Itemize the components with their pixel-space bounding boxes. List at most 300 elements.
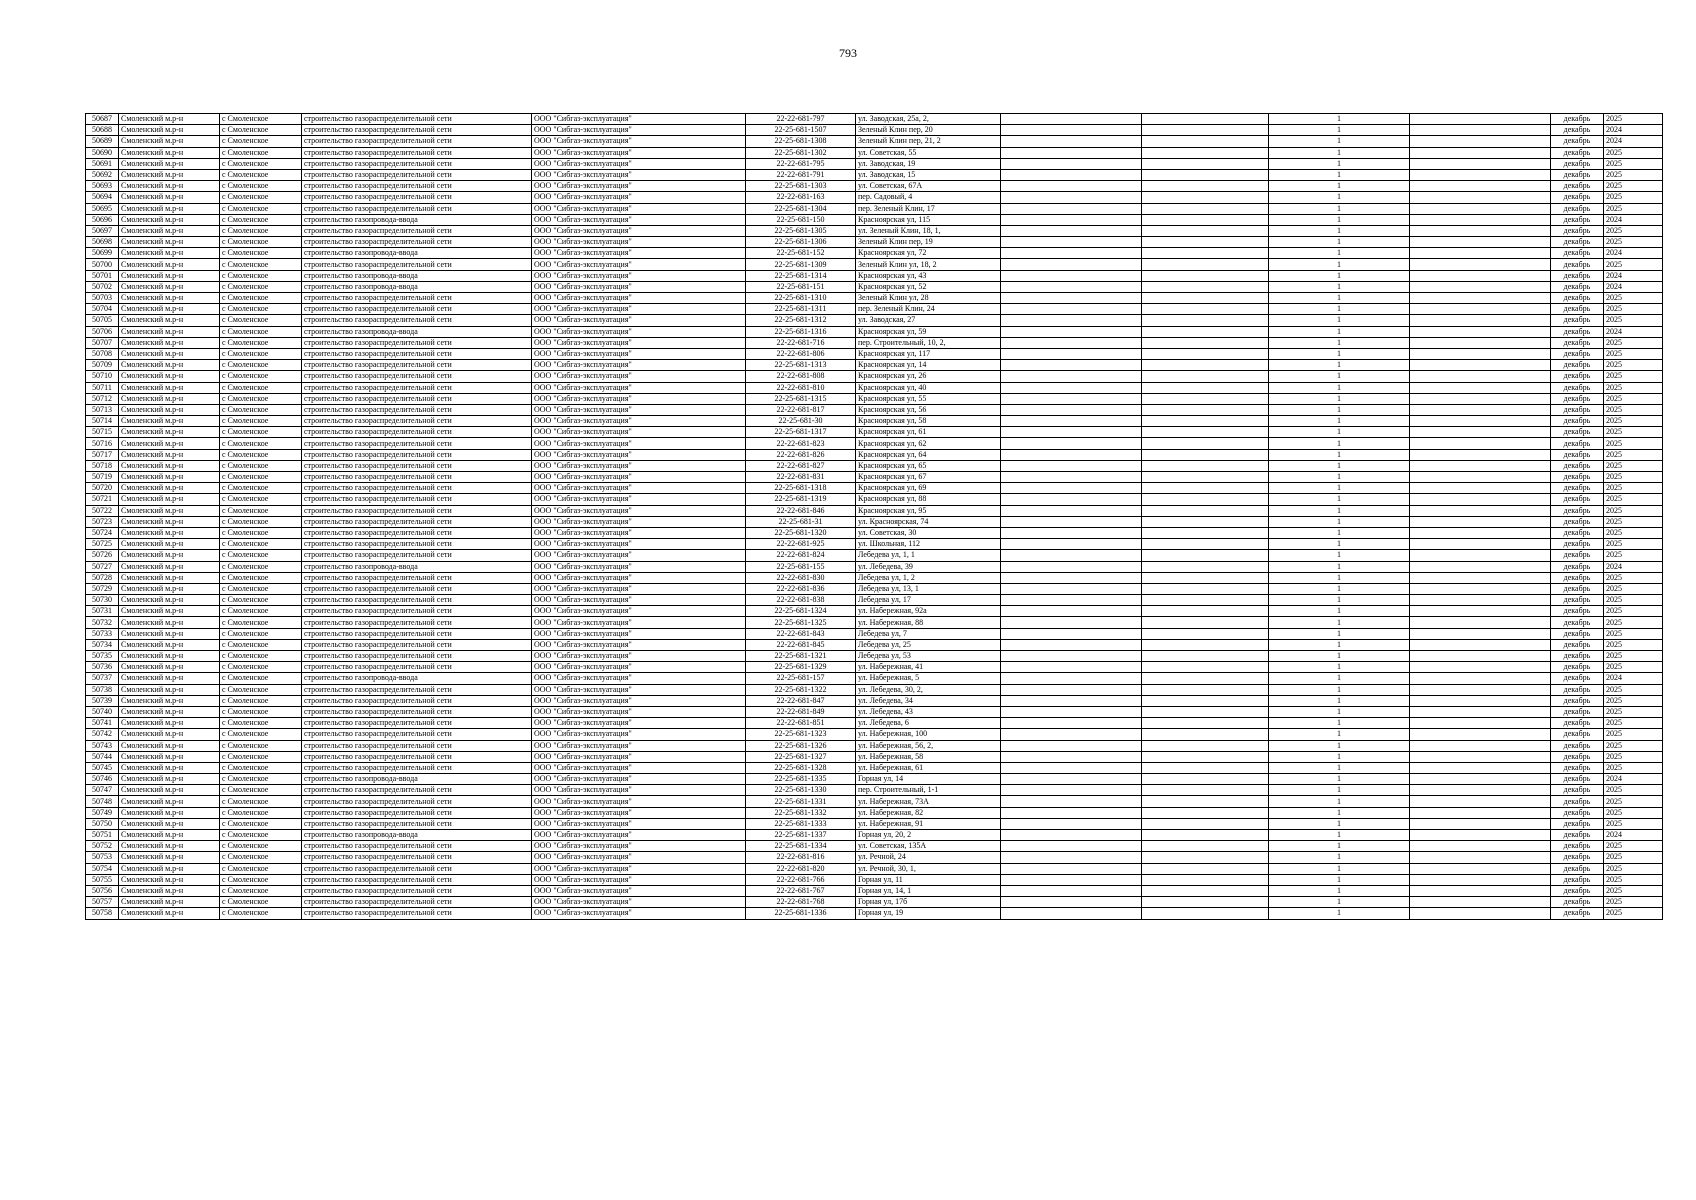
organization-name: ООО "Сибгаз-эксплуатация": [532, 852, 746, 863]
settlement-name: с Смоленское: [220, 583, 302, 594]
district-name: Смоленский м.р-н: [119, 651, 220, 662]
district-name: Смоленский м.р-н: [119, 785, 220, 796]
quantity: 1: [1269, 706, 1410, 717]
empty-cell: [1410, 281, 1551, 292]
settlement-name: с Смоленское: [220, 371, 302, 382]
table-row: [86, 762, 1663, 773]
completion-month: декабрь: [1551, 114, 1604, 125]
object-address: ул. Набережная, 5: [856, 673, 1001, 684]
empty-cell: [1001, 427, 1142, 438]
empty-cell: [1410, 416, 1551, 427]
empty-cell: [1410, 684, 1551, 695]
empty-cell: [1001, 382, 1142, 393]
quantity: 1: [1269, 114, 1410, 125]
object-address: Красноярская ул, 56: [856, 404, 1001, 415]
work-type: строительство газораспределительной сети: [302, 147, 532, 158]
completion-month: декабрь: [1551, 158, 1604, 169]
record-number: 50732: [86, 617, 119, 628]
page-number: 793: [839, 46, 857, 60]
table-row: [86, 337, 1663, 348]
record-number: 50722: [86, 505, 119, 516]
completion-year: 2025: [1604, 807, 1663, 818]
empty-cell: [1142, 404, 1269, 415]
completion-month: декабрь: [1551, 572, 1604, 583]
completion-month: декабрь: [1551, 785, 1604, 796]
table-row: [86, 516, 1663, 527]
quantity: 1: [1269, 270, 1410, 281]
completion-month: декабрь: [1551, 237, 1604, 248]
empty-cell: [1410, 505, 1551, 516]
quantity: 1: [1269, 158, 1410, 169]
settlement-name: с Смоленское: [220, 449, 302, 460]
table-row: [86, 740, 1663, 751]
object-address: Красноярская ул, 61: [856, 427, 1001, 438]
quantity: 1: [1269, 617, 1410, 628]
district-name: Смоленский м.р-н: [119, 606, 220, 617]
completion-year: 2024: [1604, 326, 1663, 337]
quantity: 1: [1269, 897, 1410, 908]
completion-month: декабрь: [1551, 192, 1604, 203]
table-row: [86, 259, 1663, 270]
work-type: строительство газораспределительной сети: [302, 158, 532, 169]
organization-name: ООО "Сибгаз-эксплуатация": [532, 136, 746, 147]
completion-month: декабрь: [1551, 248, 1604, 259]
completion-month: декабрь: [1551, 214, 1604, 225]
district-name: Смоленский м.р-н: [119, 438, 220, 449]
settlement-name: с Смоленское: [220, 382, 302, 393]
district-name: Смоленский м.р-н: [119, 796, 220, 807]
empty-cell: [1142, 192, 1269, 203]
completion-month: декабрь: [1551, 147, 1604, 158]
table-row: [86, 818, 1663, 829]
settlement-name: с Смоленское: [220, 483, 302, 494]
empty-cell: [1410, 181, 1551, 192]
quantity: 1: [1269, 125, 1410, 136]
organization-name: ООО "Сибгаз-эксплуатация": [532, 628, 746, 639]
completion-month: декабрь: [1551, 628, 1604, 639]
record-number: 50752: [86, 841, 119, 852]
object-address: Красноярская ул, 72: [856, 248, 1001, 259]
district-name: Смоленский м.р-н: [119, 897, 220, 908]
object-address: Красноярская ул, 58: [856, 416, 1001, 427]
completion-year: 2025: [1604, 863, 1663, 874]
object-address: ул. Набережная, 73А: [856, 796, 1001, 807]
empty-cell: [1142, 460, 1269, 471]
object-code: 22-22-681-767: [746, 885, 856, 896]
organization-name: ООО "Сибгаз-эксплуатация": [532, 639, 746, 650]
district-name: Смоленский м.р-н: [119, 695, 220, 706]
work-type: строительство газораспределительной сети: [302, 348, 532, 359]
settlement-name: с Смоленское: [220, 729, 302, 740]
object-address: ул. Зеленый Клин, 18, 1,: [856, 225, 1001, 236]
work-type: строительство газораспределительной сети: [302, 416, 532, 427]
settlement-name: с Смоленское: [220, 460, 302, 471]
object-address: Красноярская ул, 88: [856, 494, 1001, 505]
work-type: строительство газораспределительной сети: [302, 684, 532, 695]
object-address: ул. Набережная, 91: [856, 818, 1001, 829]
empty-cell: [1001, 606, 1142, 617]
district-name: Смоленский м.р-н: [119, 237, 220, 248]
object-code: 22-22-681-810: [746, 382, 856, 393]
table-row: [86, 371, 1663, 382]
completion-year: 2025: [1604, 908, 1663, 919]
empty-cell: [1142, 371, 1269, 382]
completion-month: декабрь: [1551, 527, 1604, 538]
empty-cell: [1410, 662, 1551, 673]
object-code: 22-25-681-1310: [746, 293, 856, 304]
organization-name: ООО "Сибгаз-эксплуатация": [532, 259, 746, 270]
object-code: 22-25-681-1507: [746, 125, 856, 136]
empty-cell: [1001, 662, 1142, 673]
object-code: 22-22-681-716: [746, 337, 856, 348]
organization-name: ООО "Сибгаз-эксплуатация": [532, 561, 746, 572]
completion-year: 2025: [1604, 304, 1663, 315]
record-number: 50689: [86, 136, 119, 147]
record-number: 50703: [86, 293, 119, 304]
record-number: 50715: [86, 427, 119, 438]
quantity: 1: [1269, 684, 1410, 695]
district-name: Смоленский м.р-н: [119, 203, 220, 214]
empty-cell: [1410, 762, 1551, 773]
object-address: пер. Зеленый Клин, 24: [856, 304, 1001, 315]
empty-cell: [1410, 874, 1551, 885]
quantity: 1: [1269, 371, 1410, 382]
district-name: Смоленский м.р-н: [119, 315, 220, 326]
empty-cell: [1142, 516, 1269, 527]
work-type: строительство газораспределительной сети: [302, 237, 532, 248]
empty-cell: [1410, 830, 1551, 841]
completion-month: декабрь: [1551, 695, 1604, 706]
table-row: [86, 315, 1663, 326]
object-address: Красноярская ул, 40: [856, 382, 1001, 393]
district-name: Смоленский м.р-н: [119, 181, 220, 192]
district-name: Смоленский м.р-н: [119, 192, 220, 203]
empty-cell: [1142, 438, 1269, 449]
empty-cell: [1001, 516, 1142, 527]
empty-cell: [1001, 225, 1142, 236]
completion-year: 2025: [1604, 438, 1663, 449]
work-type: строительство газораспределительной сети: [302, 203, 532, 214]
completion-month: декабрь: [1551, 885, 1604, 896]
empty-cell: [1410, 595, 1551, 606]
object-code: 22-25-681-1337: [746, 830, 856, 841]
empty-cell: [1410, 348, 1551, 359]
empty-cell: [1001, 729, 1142, 740]
quantity: 1: [1269, 293, 1410, 304]
empty-cell: [1142, 449, 1269, 460]
empty-cell: [1142, 315, 1269, 326]
empty-cell: [1142, 158, 1269, 169]
empty-cell: [1142, 583, 1269, 594]
work-type: строительство газораспределительной сети: [302, 449, 532, 460]
district-name: Смоленский м.р-н: [119, 595, 220, 606]
empty-cell: [1142, 483, 1269, 494]
work-type: строительство газораспределительной сети: [302, 114, 532, 125]
organization-name: ООО "Сибгаз-эксплуатация": [532, 337, 746, 348]
empty-cell: [1410, 572, 1551, 583]
record-number: 50758: [86, 908, 119, 919]
completion-year: 2025: [1604, 158, 1663, 169]
empty-cell: [1001, 684, 1142, 695]
completion-month: декабрь: [1551, 516, 1604, 527]
completion-month: декабрь: [1551, 326, 1604, 337]
quantity: 1: [1269, 516, 1410, 527]
empty-cell: [1410, 740, 1551, 751]
record-number: 50756: [86, 885, 119, 896]
empty-cell: [1001, 248, 1142, 259]
completion-month: декабрь: [1551, 539, 1604, 550]
quantity: 1: [1269, 147, 1410, 158]
quantity: 1: [1269, 248, 1410, 259]
empty-cell: [1001, 572, 1142, 583]
empty-cell: [1001, 830, 1142, 841]
quantity: 1: [1269, 259, 1410, 270]
object-code: 22-22-681-823: [746, 438, 856, 449]
object-code: 22-22-681-824: [746, 550, 856, 561]
empty-cell: [1410, 147, 1551, 158]
register-table: [85, 113, 1663, 920]
empty-cell: [1001, 169, 1142, 180]
quantity: 1: [1269, 192, 1410, 203]
object-code: 22-22-681-795: [746, 158, 856, 169]
settlement-name: с Смоленское: [220, 527, 302, 538]
object-address: ул. Набережная, 41: [856, 662, 1001, 673]
work-type: строительство газораспределительной сети: [302, 382, 532, 393]
table-row: [86, 270, 1663, 281]
table-row: [86, 684, 1663, 695]
completion-month: декабрь: [1551, 595, 1604, 606]
district-name: Смоленский м.р-н: [119, 863, 220, 874]
quantity: 1: [1269, 494, 1410, 505]
empty-cell: [1001, 583, 1142, 594]
settlement-name: с Смоленское: [220, 326, 302, 337]
district-name: Смоленский м.р-н: [119, 516, 220, 527]
table-row: [86, 863, 1663, 874]
district-name: Смоленский м.р-н: [119, 483, 220, 494]
completion-month: декабрь: [1551, 830, 1604, 841]
empty-cell: [1142, 225, 1269, 236]
table-row: [86, 416, 1663, 427]
settlement-name: с Смоленское: [220, 662, 302, 673]
completion-year: 2025: [1604, 527, 1663, 538]
organization-name: ООО "Сибгаз-эксплуатация": [532, 326, 746, 337]
empty-cell: [1001, 550, 1142, 561]
completion-year: 2025: [1604, 460, 1663, 471]
object-address: Красноярская ул, 26: [856, 371, 1001, 382]
quantity: 1: [1269, 595, 1410, 606]
settlement-name: с Смоленское: [220, 147, 302, 158]
object-code: 22-25-681-1330: [746, 785, 856, 796]
settlement-name: с Смоленское: [220, 718, 302, 729]
completion-month: декабрь: [1551, 774, 1604, 785]
organization-name: ООО "Сибгаз-эксплуатация": [532, 695, 746, 706]
empty-cell: [1410, 673, 1551, 684]
organization-name: ООО "Сибгаз-эксплуатация": [532, 583, 746, 594]
object-code: 22-25-681-1332: [746, 807, 856, 818]
quantity: 1: [1269, 628, 1410, 639]
empty-cell: [1001, 695, 1142, 706]
object-code: 22-25-681-1308: [746, 136, 856, 147]
table-row: [86, 639, 1663, 650]
settlement-name: с Смоленское: [220, 550, 302, 561]
table-row: [86, 427, 1663, 438]
object-code: 22-22-681-817: [746, 404, 856, 415]
settlement-name: с Смоленское: [220, 572, 302, 583]
work-type: строительство газопровода-ввода: [302, 673, 532, 684]
work-type: строительство газораспределительной сети: [302, 706, 532, 717]
work-type: строительство газораспределительной сети: [302, 460, 532, 471]
empty-cell: [1001, 315, 1142, 326]
completion-month: декабрь: [1551, 460, 1604, 471]
work-type: строительство газораспределительной сети: [302, 494, 532, 505]
empty-cell: [1001, 841, 1142, 852]
record-number: 50687: [86, 114, 119, 125]
object-address: ул. Набережная, 56, 2,: [856, 740, 1001, 751]
object-code: 22-25-681-1324: [746, 606, 856, 617]
completion-year: 2025: [1604, 237, 1663, 248]
object-code: 22-22-681-808: [746, 371, 856, 382]
work-type: строительство газораспределительной сети: [302, 606, 532, 617]
work-type: строительство газораспределительной сети: [302, 885, 532, 896]
empty-cell: [1001, 371, 1142, 382]
empty-cell: [1001, 595, 1142, 606]
object-address: ул. Лебедева, 34: [856, 695, 1001, 706]
table-row: [86, 606, 1663, 617]
record-number: 50747: [86, 785, 119, 796]
settlement-name: с Смоленское: [220, 304, 302, 315]
completion-year: 2025: [1604, 293, 1663, 304]
work-type: строительство газораспределительной сети: [302, 572, 532, 583]
completion-year: 2025: [1604, 337, 1663, 348]
object-address: Красноярская ул, 69: [856, 483, 1001, 494]
completion-month: декабрь: [1551, 416, 1604, 427]
empty-cell: [1001, 404, 1142, 415]
table-row: [86, 908, 1663, 919]
district-name: Смоленский м.р-н: [119, 225, 220, 236]
object-address: Красноярская ул, 117: [856, 348, 1001, 359]
completion-year: 2025: [1604, 169, 1663, 180]
settlement-name: с Смоленское: [220, 293, 302, 304]
object-code: 22-25-681-30: [746, 416, 856, 427]
settlement-name: с Смоленское: [220, 818, 302, 829]
empty-cell: [1142, 203, 1269, 214]
completion-year: 2025: [1604, 472, 1663, 483]
record-number: 50714: [86, 416, 119, 427]
object-address: ул. Заводская, 27: [856, 315, 1001, 326]
completion-year: 2024: [1604, 561, 1663, 572]
district-name: Смоленский м.р-н: [119, 818, 220, 829]
organization-name: ООО "Сибгаз-эксплуатация": [532, 863, 746, 874]
work-type: строительство газораспределительной сети: [302, 371, 532, 382]
empty-cell: [1410, 192, 1551, 203]
work-type: строительство газораспределительной сети: [302, 438, 532, 449]
empty-cell: [1001, 874, 1142, 885]
completion-month: декабрь: [1551, 181, 1604, 192]
empty-cell: [1001, 348, 1142, 359]
object-address: Горная ул, 17б: [856, 897, 1001, 908]
quantity: 1: [1269, 449, 1410, 460]
organization-name: ООО "Сибгаз-эксплуатация": [532, 774, 746, 785]
completion-year: 2025: [1604, 259, 1663, 270]
settlement-name: с Смоленское: [220, 706, 302, 717]
table-row: [86, 169, 1663, 180]
record-number: 50702: [86, 281, 119, 292]
table-row: [86, 617, 1663, 628]
empty-cell: [1410, 304, 1551, 315]
settlement-name: с Смоленское: [220, 774, 302, 785]
empty-cell: [1001, 651, 1142, 662]
object-code: 22-25-681-1327: [746, 751, 856, 762]
settlement-name: с Смоленское: [220, 505, 302, 516]
completion-month: декабрь: [1551, 606, 1604, 617]
district-name: Смоленский м.р-н: [119, 505, 220, 516]
object-code: 22-25-681-1335: [746, 774, 856, 785]
object-address: ул. Школьная, 112: [856, 539, 1001, 550]
empty-cell: [1410, 214, 1551, 225]
completion-month: декабрь: [1551, 751, 1604, 762]
completion-year: 2025: [1604, 841, 1663, 852]
completion-month: декабрь: [1551, 382, 1604, 393]
empty-cell: [1001, 818, 1142, 829]
completion-year: 2025: [1604, 416, 1663, 427]
table-row: [86, 695, 1663, 706]
completion-year: 2025: [1604, 360, 1663, 371]
district-name: Смоленский м.р-н: [119, 662, 220, 673]
object-address: ул. Лебедева, 39: [856, 561, 1001, 572]
quantity: 1: [1269, 382, 1410, 393]
record-number: 50749: [86, 807, 119, 818]
table-row: [86, 796, 1663, 807]
completion-year: 2025: [1604, 494, 1663, 505]
empty-cell: [1410, 494, 1551, 505]
empty-cell: [1001, 762, 1142, 773]
object-address: ул. Заводская, 15: [856, 169, 1001, 180]
empty-cell: [1410, 371, 1551, 382]
organization-name: ООО "Сибгаз-эксплуатация": [532, 785, 746, 796]
organization-name: ООО "Сибгаз-эксплуатация": [532, 225, 746, 236]
organization-name: ООО "Сибгаз-эксплуатация": [532, 807, 746, 818]
table-row: [86, 438, 1663, 449]
completion-month: декабрь: [1551, 684, 1604, 695]
settlement-name: с Смоленское: [220, 863, 302, 874]
record-number: 50705: [86, 315, 119, 326]
completion-year: 2025: [1604, 852, 1663, 863]
empty-cell: [1142, 214, 1269, 225]
empty-cell: [1001, 259, 1142, 270]
work-type: строительство газораспределительной сети: [302, 740, 532, 751]
quantity: 1: [1269, 662, 1410, 673]
district-name: Смоленский м.р-н: [119, 393, 220, 404]
record-number: 50699: [86, 248, 119, 259]
completion-year: 2025: [1604, 147, 1663, 158]
empty-cell: [1410, 651, 1551, 662]
empty-cell: [1410, 315, 1551, 326]
record-number: 50755: [86, 874, 119, 885]
table-row: [86, 483, 1663, 494]
table-row: [86, 583, 1663, 594]
quantity: 1: [1269, 729, 1410, 740]
completion-year: 2025: [1604, 684, 1663, 695]
settlement-name: с Смоленское: [220, 416, 302, 427]
settlement-name: с Смоленское: [220, 751, 302, 762]
work-type: строительство газораспределительной сети: [302, 225, 532, 236]
empty-cell: [1142, 885, 1269, 896]
quantity: 1: [1269, 214, 1410, 225]
organization-name: ООО "Сибгаз-эксплуатация": [532, 673, 746, 684]
quantity: 1: [1269, 438, 1410, 449]
organization-name: ООО "Сибгаз-эксплуатация": [532, 762, 746, 773]
object-code: 22-25-681-1321: [746, 651, 856, 662]
